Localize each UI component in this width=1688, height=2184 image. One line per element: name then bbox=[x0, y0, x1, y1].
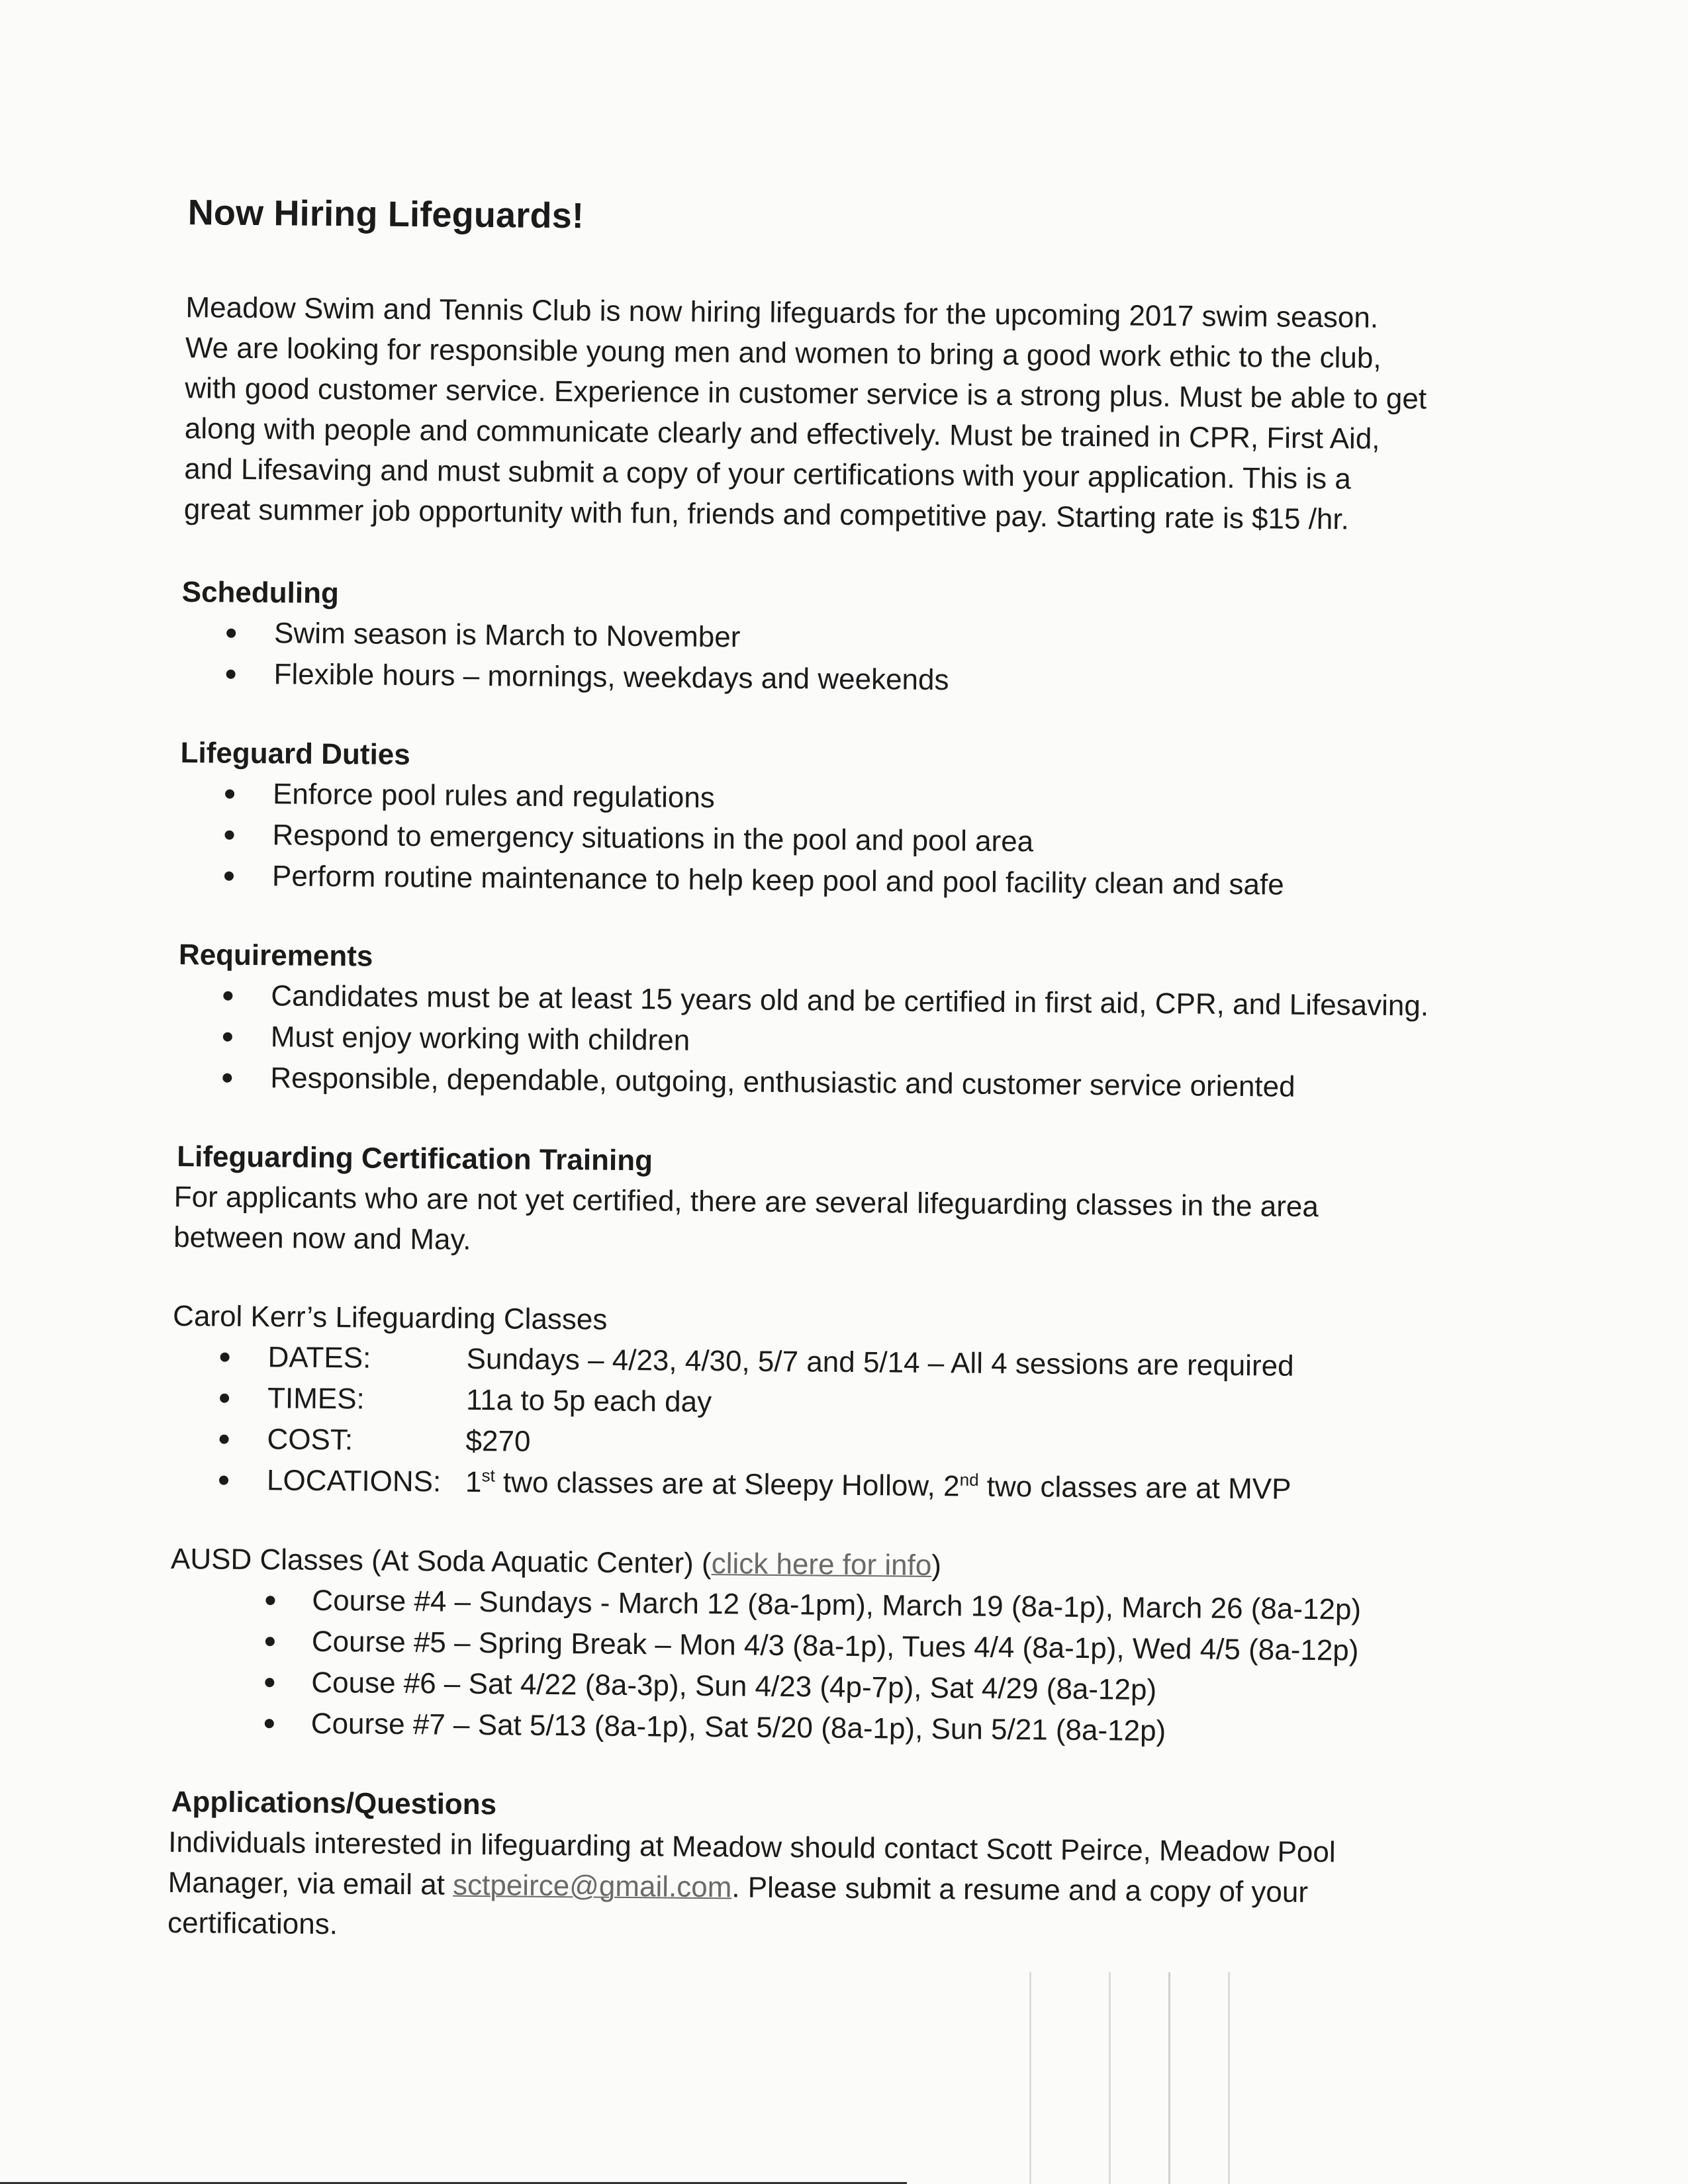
list-item: Couse #6 – Sat 4/22 (8a-3p), Sun 4/23 (4p-7p), Sat 4/29 (8a-12p) bbox=[165, 1661, 1489, 1713]
locations-second-num: 2 bbox=[943, 1470, 960, 1503]
requirements-heading: Requirements bbox=[178, 938, 373, 973]
list-item: Course #7 – Sat 5/13 (8a-1p), Sat 5/20 (8a-1p), Sun 5/21 (8a-12p) bbox=[165, 1702, 1489, 1754]
carol-kerr-section bbox=[167, 1296, 1493, 1512]
training-line: between now and May. bbox=[173, 1220, 471, 1256]
training-heading: Lifeguarding Certification Training bbox=[177, 1140, 653, 1177]
ausd-heading-text: AUSD Classes (At Soda Aquatic Center) ( bbox=[170, 1542, 712, 1580]
locations-second-text: two classes are at MVP bbox=[978, 1470, 1291, 1506]
applications-heading: Applications/Questions bbox=[171, 1785, 497, 1821]
times-value: 11a to 5p each day bbox=[465, 1383, 712, 1419]
applications-line: certifications. bbox=[167, 1906, 338, 1941]
scheduling-section bbox=[174, 572, 1499, 705]
duties-heading: Lifeguard Duties bbox=[180, 737, 410, 772]
training-section bbox=[169, 1136, 1495, 1269]
list-item: Course #4 – Sundays - March 12 (8a-1pm), March 19 (8a-1p), March 26 (8a-12p) bbox=[166, 1579, 1490, 1631]
training-line: For applicants who are not yet certified, there are several lifeguarding classes in the area bbox=[173, 1180, 1319, 1224]
duties-list bbox=[173, 773, 1498, 907]
requirements-list bbox=[171, 975, 1496, 1109]
carol-kerr-list bbox=[167, 1336, 1493, 1512]
scheduling-heading: Scheduling bbox=[181, 576, 340, 610]
dates-value: Sundays – 4/23, 4/30, 5/7 and 5/14 – All 4 sessions are required bbox=[466, 1342, 1294, 1383]
requirements-section bbox=[171, 934, 1496, 1109]
list-item: Enforce pool rules and regulations bbox=[173, 773, 1497, 825]
ausd-section bbox=[165, 1539, 1491, 1754]
times-label: TIMES: bbox=[267, 1382, 365, 1416]
flyer-content bbox=[163, 192, 1503, 1993]
locations-label: LOCATIONS: bbox=[266, 1464, 442, 1498]
duties-section bbox=[173, 733, 1498, 907]
intro-line: Meadow Swim and Tennis Club is now hiring lifeguards for the upcoming 2017 swim season. bbox=[185, 291, 1379, 334]
applications-line2-before: Manager, via email at bbox=[167, 1866, 453, 1901]
applications-line: Individuals interested in lifeguarding at Meadow should contact Scott Peirce, Meadow Pool bbox=[168, 1825, 1336, 1869]
list-item: Swim season is March to November bbox=[175, 612, 1499, 664]
cost-label: COST: bbox=[267, 1423, 353, 1457]
list-item: Responsible, dependable, outgoing, enthusiastic and customer service oriented bbox=[171, 1057, 1495, 1109]
intro-line: along with people and communicate clearly and effectively. Must be trained in CPR, First Aid, bbox=[184, 412, 1380, 455]
intro-line: and Lifesaving and must submit a copy of your certifications with your application. This is a bbox=[184, 453, 1352, 496]
intro-line: great summer job opportunity with fun, friends and competitive pay. Starting rate is $15 /hr. bbox=[183, 493, 1350, 536]
list-item: Course #5 – Spring Break – Mon 4/3 (8a-1p), Tues 4/4 (8a-1p), Wed 4/5 (8a-12p) bbox=[166, 1620, 1490, 1672]
dates-label: DATES: bbox=[267, 1341, 371, 1375]
email-link[interactable]: sctpeirce@gmail.com bbox=[452, 1868, 732, 1904]
locations-first-sup: st bbox=[481, 1465, 495, 1486]
ausd-heading-close: ) bbox=[931, 1549, 942, 1582]
list-item: Candidates must be at least 15 years old and be certified in first aid, CPR, and Lifesaving. bbox=[171, 975, 1495, 1027]
cost-value: $270 bbox=[465, 1424, 531, 1458]
applications-section bbox=[164, 1782, 1489, 1954]
intro-line: We are looking for responsible young men and women to bring a good work ethic to the club, bbox=[185, 332, 1382, 375]
list-item: Must enjoy working with children bbox=[171, 1016, 1495, 1068]
ausd-course-list bbox=[165, 1579, 1491, 1754]
list-item: Flexible hours – mornings, weekdays and weekends bbox=[174, 653, 1498, 705]
list-item: Respond to emergency situations in the pool and pool area bbox=[173, 814, 1497, 866]
scan-artifact bbox=[1029, 1972, 1268, 2184]
intro-paragraph bbox=[184, 287, 1502, 541]
locations-first-text: two classes are at Sleepy Hollow, bbox=[494, 1466, 944, 1503]
locations-first-num: 1 bbox=[465, 1465, 482, 1499]
ausd-info-link[interactable]: click here for info bbox=[711, 1547, 932, 1582]
intro-line: with good customer service. Experience in customer service is a strong plus. Must be able to get bbox=[185, 372, 1427, 416]
applications-line2-after: . Please submit a resume and a copy of your bbox=[731, 1871, 1309, 1909]
page-title: Now Hiring Lifeguards! bbox=[187, 193, 585, 236]
carol-kerr-heading: Carol Kerr’s Lifeguarding Classes bbox=[172, 1299, 608, 1336]
scheduling-list bbox=[174, 612, 1499, 705]
list-item: Perform routine maintenance to help keep pool and pool facility clean and safe bbox=[173, 855, 1497, 907]
locations-second-sup: nd bbox=[959, 1469, 979, 1490]
